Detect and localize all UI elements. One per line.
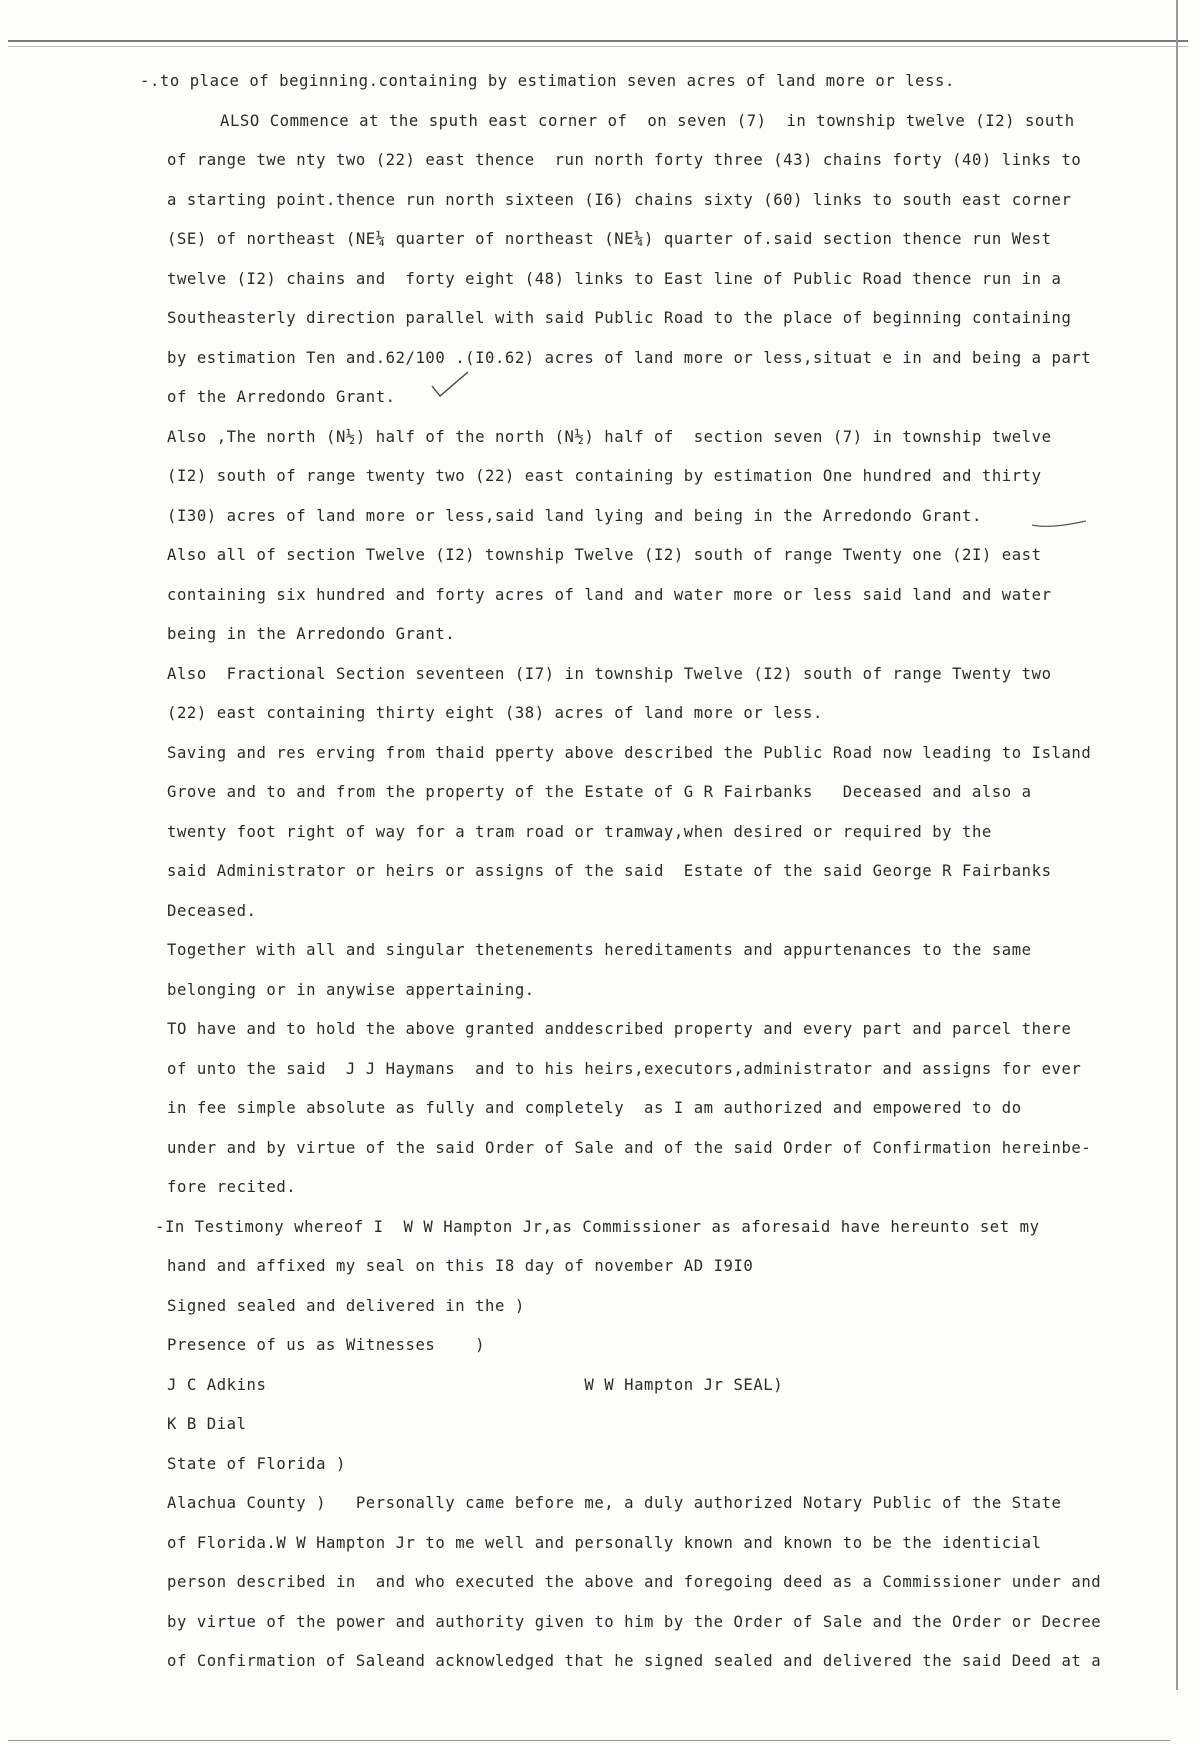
- top-rule-secondary: [8, 46, 1188, 47]
- deed-line: [0, 1405, 1200, 1445]
- deed-text: [0, 62, 1200, 1682]
- check-mark-icon: [430, 370, 470, 400]
- deed-line: [0, 813, 1200, 853]
- deed-line: [0, 418, 1200, 458]
- deed-line: [0, 852, 1200, 892]
- deed-line-text: of Confirmation of Saleand acknowledged that he signed sealed and delivered the said Deed at a: [167, 1652, 1102, 1670]
- deed-line-text: Alachua County ) Personally came before me, a duly authorized Notary Public of the State: [167, 1494, 1062, 1512]
- deed-line: [0, 1089, 1200, 1129]
- deed-line-text: Also ,The north (N½) half of the north (N½) half of section seven (7) in township twelve: [167, 427, 1052, 446]
- deed-line: [0, 576, 1200, 616]
- deed-line-text: Deceased.: [167, 901, 257, 920]
- deed-line-text: said Administrator or heirs or assigns of the said Estate of the said George R Fairbanks: [167, 862, 1052, 880]
- deed-line-text: Also Fractional Section seventeen (I7) in township Twelve (I2) south of range Twenty two: [167, 664, 1052, 683]
- deed-line: [0, 339, 1200, 379]
- deed-line-text: belonging or in anywise appertaining.: [167, 980, 535, 999]
- deed-line: [0, 892, 1200, 932]
- deed-line-text: (22) east containing thirty eight (38) acres of land more or less.: [167, 704, 823, 722]
- deed-line: [0, 1168, 1200, 1208]
- deed-line: [0, 457, 1200, 497]
- deed-line-text: of Florida.W W Hampton Jr to me well and personally known and known to be the identicial: [167, 1533, 1042, 1552]
- deed-line: [0, 102, 1200, 142]
- deed-line-text: Saving and res erving from thaid pperty above described the Public Road now leading to Island: [167, 743, 1092, 762]
- deed-line: [0, 615, 1200, 655]
- deed-line-text: J C Adkins W W Hampton Jr SEAL): [167, 1375, 784, 1394]
- deed-line-text: Also all of section Twelve (I2) township Twelve (I2) south of range Twenty one (2I) east: [167, 546, 1042, 564]
- deed-line: [0, 1326, 1200, 1366]
- deed-line-text: Signed sealed and delivered in the ): [167, 1296, 525, 1315]
- deed-line-text: Presence of us as Witnesses ): [167, 1336, 486, 1354]
- deed-line-text: twenty foot right of way for a tram road or tramway,when desired or required by the: [167, 822, 992, 841]
- deed-line-text: containing six hundred and forty acres of land and water more or less said land and water: [167, 585, 1052, 604]
- deed-line: [0, 1208, 1200, 1248]
- deed-line-text: person described in and who executed the above and foregoing deed as a Commissioner under and: [167, 1573, 1102, 1591]
- deed-line: [0, 931, 1200, 971]
- deed-line: [0, 694, 1200, 734]
- deed-line-text: (I30) acres of land more or less,said land lying and being in the Arredondo Grant.: [167, 506, 982, 525]
- deed-line-text: ALSO Commence at the sputh east corner of on seven (7) in township twelve (I2) south: [220, 111, 1075, 130]
- deed-line-text: of range twe nty two (22) east thence run north forty three (43) chains forty (40) links to: [167, 151, 1082, 169]
- deed-line-text: by estimation Ten and.62/100 .(I0.62) acres of land more or less,situat e in and being a part: [167, 348, 1092, 367]
- deed-line: [0, 1445, 1200, 1485]
- deed-line-text: in fee simple absolute as fully and completely as I am authorized and empowered to do: [167, 1099, 1022, 1117]
- deed-line: [0, 773, 1200, 813]
- deed-line-text: twelve (I2) chains and forty eight (48) links to East line of Public Road thence run in a: [167, 269, 1062, 288]
- deed-line-text: hand and affixed my seal on this I8 day of november AD I9I0: [167, 1257, 754, 1275]
- deed-line-text: being in the Arredondo Grant.: [167, 625, 456, 643]
- deed-line-text: K B Dial: [167, 1415, 247, 1433]
- deed-line-text: fore recited.: [167, 1178, 297, 1196]
- deed-line: [0, 62, 1200, 102]
- deed-line: [0, 260, 1200, 300]
- deed-line: [0, 1050, 1200, 1090]
- deed-line-text: Together with all and singular thetenements hereditaments and appurtenances to the same: [167, 941, 1032, 959]
- deed-line-text: of unto the said J J Haymans and to his heirs,executors,administrator and assigns for ever: [167, 1059, 1082, 1078]
- deed-line: [0, 1484, 1200, 1524]
- deed-line: [0, 971, 1200, 1011]
- deed-line-text: State of Florida ): [167, 1454, 346, 1473]
- deed-line: [0, 1010, 1200, 1050]
- deed-line: [0, 536, 1200, 576]
- bottom-rule: [8, 1740, 1170, 1741]
- deed-line: [0, 1366, 1200, 1406]
- deed-line-text: -In Testimony whereof I W W Hampton Jr,as Commissioner as aforesaid have hereunto set my: [155, 1217, 1040, 1236]
- deed-line-text: (SE) of northeast (NE¼ quarter of northeast (NE¼) quarter of.said section thence run West: [167, 230, 1052, 248]
- deed-line-text: by virtue of the power and authority given to him by the Order of Sale and the Order or Decree: [167, 1612, 1102, 1631]
- deed-line: [0, 220, 1200, 260]
- deed-line: [0, 655, 1200, 695]
- deed-line-text: a starting point.thence run north sixteen (I6) chains sixty (60) links to south east corner: [167, 190, 1072, 209]
- deed-line: [0, 497, 1200, 537]
- deed-line-text: Southeasterly direction parallel with said Public Road to the place of beginning containing: [167, 309, 1072, 327]
- deed-line-text: TO have and to hold the above granted anddescribed property and every part and parcel there: [167, 1020, 1072, 1038]
- deed-line: [0, 1247, 1200, 1287]
- deed-line: [0, 1642, 1200, 1682]
- deed-line: [0, 1524, 1200, 1564]
- deed-line: [0, 1129, 1200, 1169]
- top-rule: [8, 40, 1188, 42]
- deed-line: [0, 734, 1200, 774]
- deed-line: [0, 1563, 1200, 1603]
- pen-dash-mark-icon: [1030, 517, 1090, 531]
- deed-line-text: of the Arredondo Grant.: [167, 388, 396, 406]
- deed-line: [0, 141, 1200, 181]
- deed-line-text: -.to place of beginning.containing by estimation seven acres of land more or less.: [140, 72, 955, 90]
- deed-line: [0, 1603, 1200, 1643]
- deed-line: [0, 181, 1200, 221]
- deed-line-text: under and by virtue of the said Order of Sale and of the said Order of Confirmation hereinbe-: [167, 1138, 1092, 1157]
- deed-line: [0, 378, 1200, 418]
- deed-line-text: (I2) south of range twenty two (22) east containing by estimation One hundred and thirty: [167, 467, 1042, 485]
- deed-line-text: Grove and to and from the property of the Estate of G R Fairbanks Deceased and also a: [167, 783, 1032, 801]
- deed-line: [0, 1287, 1200, 1327]
- deed-line: [0, 299, 1200, 339]
